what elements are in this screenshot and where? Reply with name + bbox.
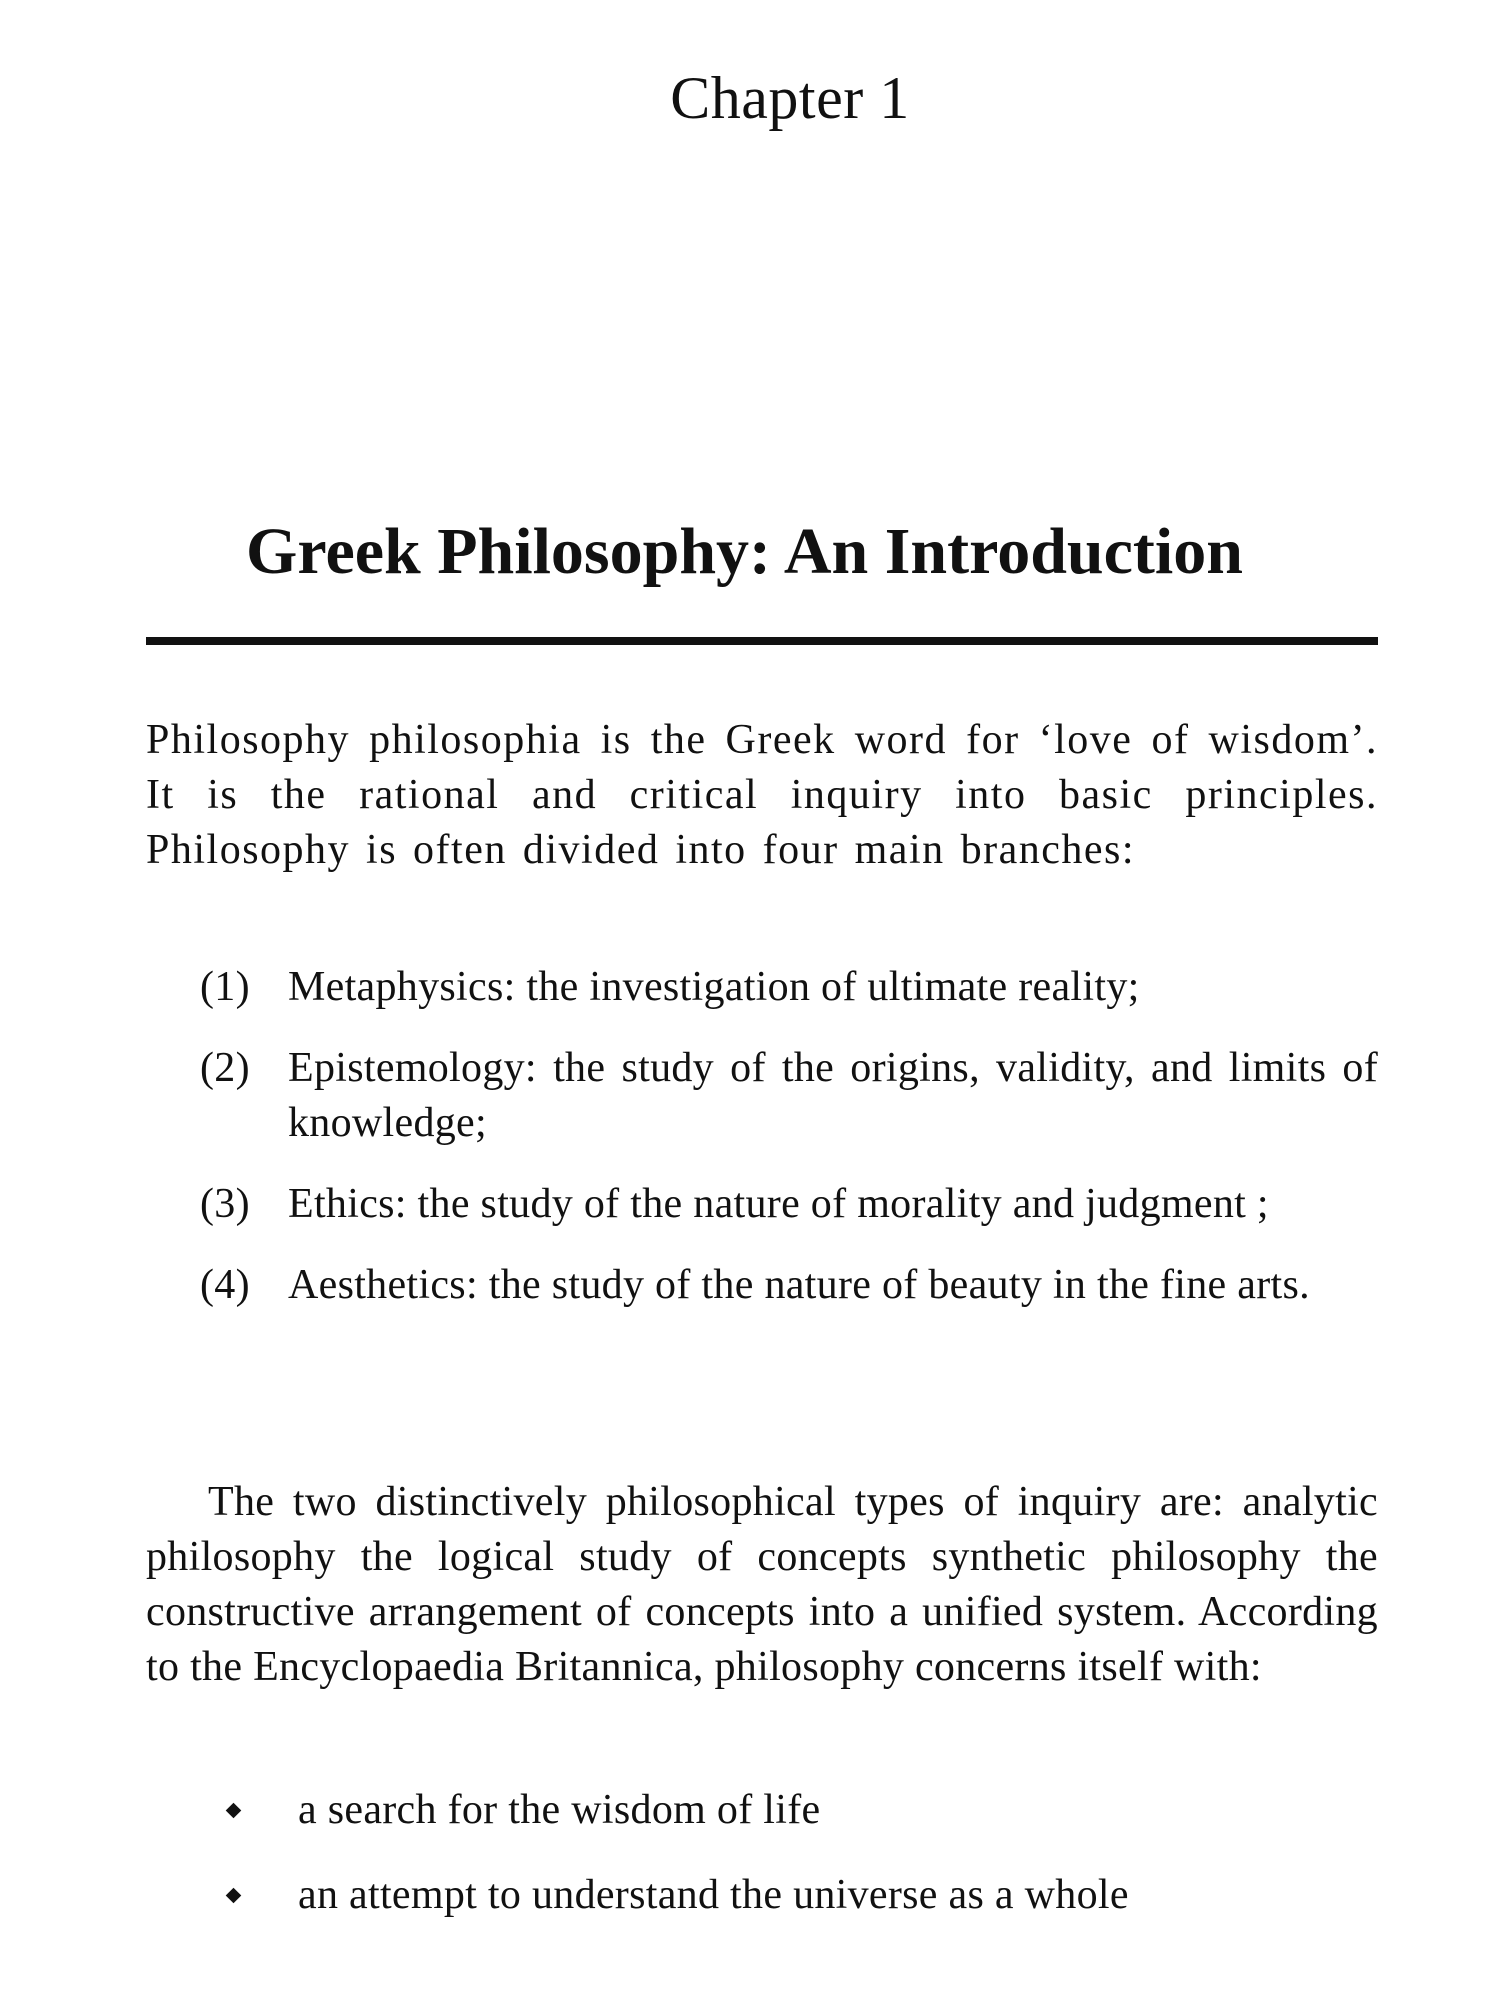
chapter-label: Chapter 1	[670, 65, 910, 131]
branch-text: Epistemology: the study of the origins, validity, and limits of knowledge;	[288, 1045, 1378, 1146]
bullet-icon	[226, 1803, 242, 1819]
branch-number: (1)	[200, 964, 250, 1010]
branch-number: (4)	[200, 1262, 250, 1308]
concern-text: a search for the wisdom of life	[298, 1787, 821, 1833]
second-paragraph: The two distinctively philosophical types of inquiry are: analytic philosophy the logical study of concepts synthetic philosophy the constructive arrangement of concepts into a unified system. According to the Encyclopaedia Britannica, philosophy concerns itself with:	[146, 1479, 1378, 1690]
branch-text: Ethics: the study of the nature of morality and judgment ;	[288, 1181, 1269, 1227]
concern-text: an attempt to understand the universe as a whole	[298, 1872, 1129, 1918]
concerns-list	[222, 1783, 1378, 1953]
concern-item	[222, 1783, 1378, 1838]
branches-list	[200, 960, 1378, 1339]
branch-text: Aesthetics: the study of the nature of beauty in the fine arts.	[288, 1262, 1310, 1308]
branch-item	[200, 960, 1378, 1015]
branch-item	[200, 1177, 1378, 1232]
intro-paragraph: Philosophy philosophia is the Greek word for ‘love of wisdom’. It is the rational and critical inquiry into basic principles. Philosophy is often divided into four main branches:	[146, 717, 1378, 873]
branch-item	[200, 1041, 1378, 1151]
branch-number: (2)	[200, 1045, 250, 1091]
chapter-title: Greek Philosophy: An Introduction	[246, 515, 1243, 588]
concern-item	[222, 1868, 1378, 1923]
title-rule	[146, 637, 1378, 645]
branch-number: (3)	[200, 1181, 250, 1227]
bullet-icon	[226, 1888, 242, 1904]
branch-item	[200, 1258, 1378, 1313]
branch-text: Metaphysics: the investigation of ultimate reality;	[288, 964, 1140, 1010]
